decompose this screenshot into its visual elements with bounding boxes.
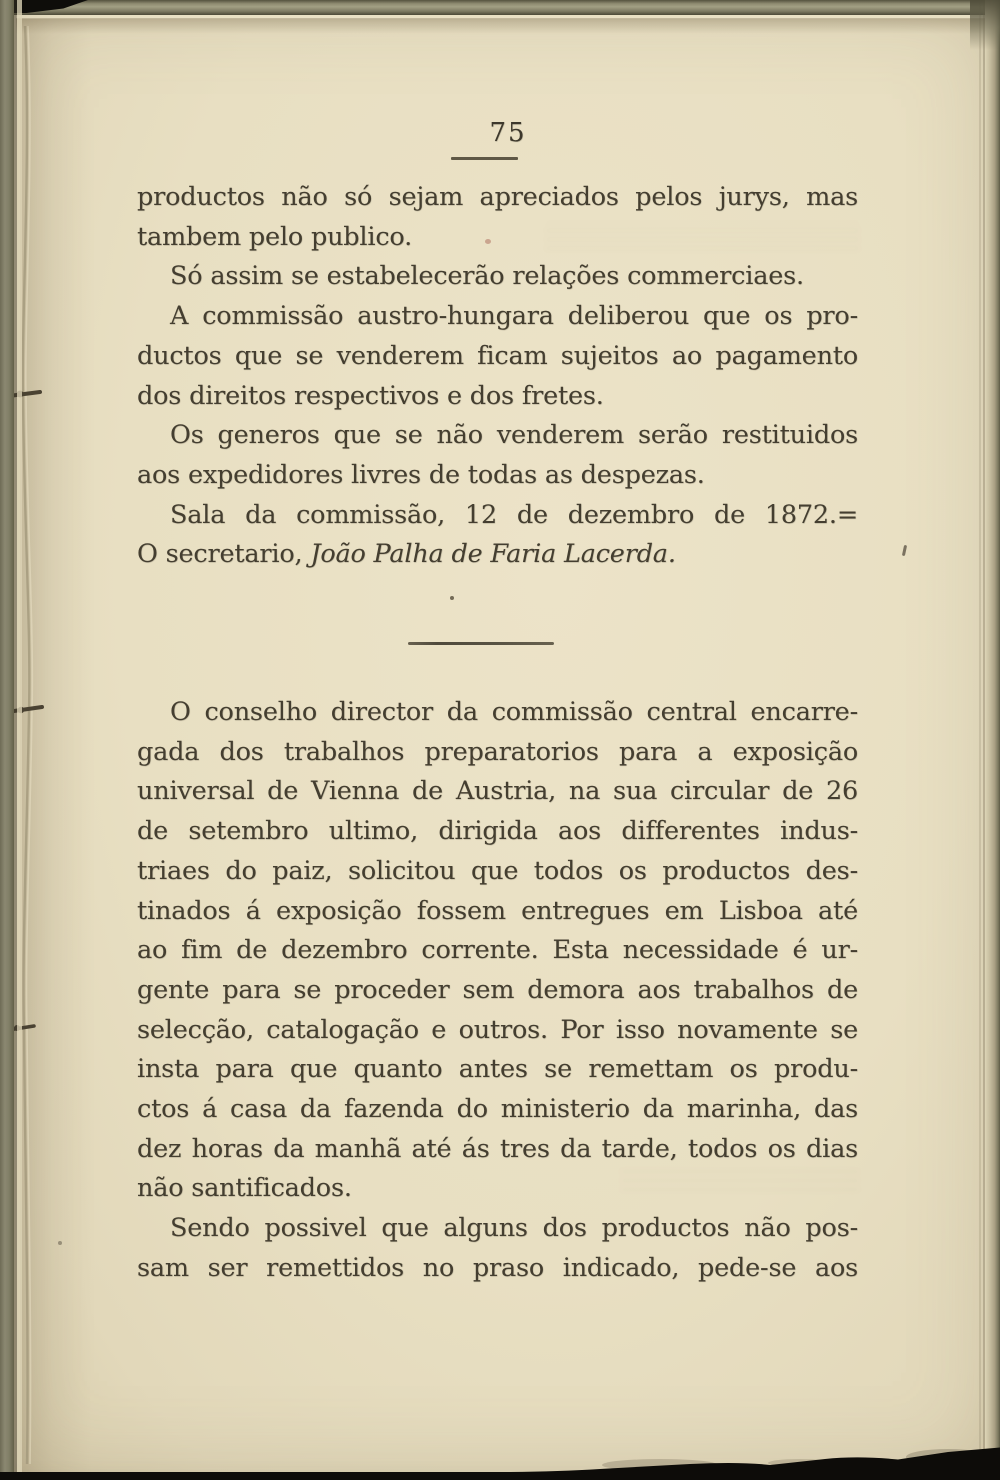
right-page-stack-line xyxy=(979,0,981,1480)
text-line: universal de Vienna de Austria, na sua circular de 26 xyxy=(137,776,858,807)
text-line: ctos á casa da fazenda do ministerio da marinha, das xyxy=(137,1094,858,1125)
text-line: gada dos trabalhos preparatorios para a exposição xyxy=(137,736,858,767)
page-top-edge xyxy=(0,0,1000,15)
signature-line xyxy=(137,535,858,575)
page-number: 75 xyxy=(489,118,527,148)
top-right-corner-shadow xyxy=(970,0,1000,50)
text-line: Sala da commissão, 12 de dezembro de 1872.= xyxy=(170,499,858,530)
ink-speck xyxy=(450,596,454,600)
text-line: triaes do paiz, solicitou que todos os productos des- xyxy=(137,855,858,886)
ink-speck xyxy=(902,545,907,556)
text-line: tambem pelo publico. xyxy=(137,221,413,252)
text-line: selecção, catalogação e outros. Por isso novamente se xyxy=(137,1014,858,1045)
text-line: A commissão austro-hungara deliberou que os pro- xyxy=(170,301,858,332)
text-line: de setembro ultimo, dirigida aos differentes indus- xyxy=(137,816,858,847)
body-text-block-2 xyxy=(137,693,858,1289)
text-line: O conselho director da commissão central encarre- xyxy=(170,697,858,727)
text-line: Sendo possivel que alguns dos productos não pos- xyxy=(170,1213,858,1244)
page-right-edge xyxy=(985,0,1000,1480)
text-line: Os generos que se não venderem serão restituidos xyxy=(170,420,858,451)
section-divider xyxy=(408,642,554,645)
text-line: insta para que quanto antes se remettam os produ- xyxy=(137,1054,858,1085)
page-number-rule xyxy=(451,157,518,160)
text-line: aos expedidores livres de todas as despezas. xyxy=(137,459,705,490)
left-paper-edge xyxy=(17,0,22,1480)
signature-prefix: O secretario, xyxy=(137,539,311,570)
text-line: ductos que se venderem ficam sujeitos ao pagamento xyxy=(137,340,858,371)
text-line: productos não só sejam apreciados pelos jurys, mas xyxy=(137,182,858,212)
text-line: ao fim de dezembro corrente. Esta necessidade é ur- xyxy=(137,935,858,966)
text-line: não santificados. xyxy=(137,1173,352,1204)
text-line: sam ser remettidos no praso indicado, pede-se aos xyxy=(137,1252,858,1283)
text-line: tinados á exposição fossem entregues em Lisboa até xyxy=(137,895,858,926)
page-left-edge xyxy=(0,0,14,1480)
body-text-block-1 xyxy=(137,178,858,575)
text-line: dez horas da manhã até ás tres da tarde, todos os dias xyxy=(137,1133,858,1164)
page-top-shadow xyxy=(16,18,986,34)
text-line: gente para se proceder sem demora aos trabalhos de xyxy=(137,974,858,1005)
text-line: dos direitos respectivos e dos fretes. xyxy=(137,380,604,411)
secretary-name: João Palha de Faria Lacerda. xyxy=(310,539,676,570)
ink-speck xyxy=(485,239,491,244)
text-line: Só assim se estabelecerão relações commerciaes. xyxy=(170,261,804,292)
page-bottom-edge xyxy=(0,1446,1000,1480)
